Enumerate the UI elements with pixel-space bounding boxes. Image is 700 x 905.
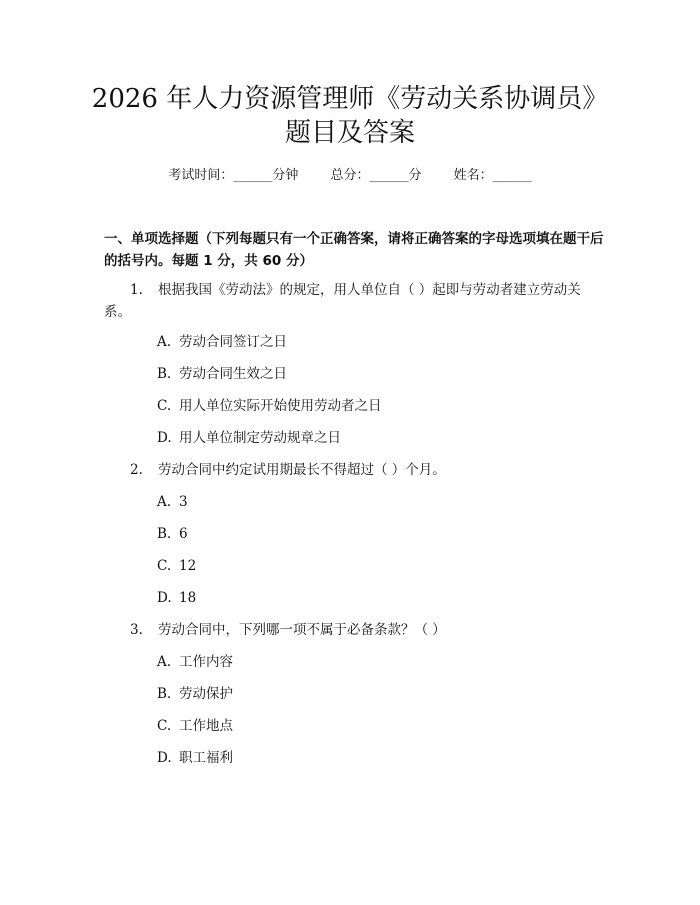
question-1-option-a xyxy=(157,332,287,352)
option-letter: D. xyxy=(157,750,172,766)
exam-time-field: 考试时间：______分钟 xyxy=(168,168,299,183)
question-3-option-c xyxy=(157,716,233,736)
question-1 xyxy=(104,279,594,323)
option-text: 18 xyxy=(179,590,197,606)
question-1-option-b xyxy=(157,364,287,384)
option-letter: C. xyxy=(157,718,172,734)
option-text: 职工福利 xyxy=(179,750,233,766)
question-2-option-c xyxy=(157,556,196,576)
option-letter: A. xyxy=(157,334,172,350)
option-text: 劳动合同签订之日 xyxy=(179,334,287,350)
question-number: 2. xyxy=(130,462,143,478)
option-text: 6 xyxy=(179,526,188,542)
option-text: 工作地点 xyxy=(179,718,233,734)
option-letter: B. xyxy=(157,526,172,542)
document-title-line-2: 题目及答案 xyxy=(284,118,415,148)
question-2 xyxy=(104,459,594,481)
option-letter: A. xyxy=(157,494,172,510)
name-field: 姓名：______ xyxy=(453,168,532,183)
option-letter: D. xyxy=(157,430,172,446)
question-2-option-a xyxy=(157,492,188,512)
question-text: 根据我国《劳动法》的规定，用人单位自（ ）起即与劳动者建立劳动关系。 xyxy=(104,282,581,320)
question-3-option-b xyxy=(157,684,233,704)
option-text: 劳动合同生效之日 xyxy=(179,366,287,382)
option-text: 用人单位制定劳动规章之日 xyxy=(179,430,341,446)
question-number: 3. xyxy=(130,622,143,638)
question-1-option-c xyxy=(157,396,382,416)
option-text: 12 xyxy=(179,558,197,574)
question-2-option-d xyxy=(157,588,196,608)
section-heading: 一、单项选择题（下列每题只有一个正确答案，请将正确答案的字母选项填在题干后的括号内。每题 1 分，共 60 分） xyxy=(104,231,604,269)
option-letter: C. xyxy=(157,398,172,414)
question-3 xyxy=(104,619,594,641)
question-text: 劳动合同中，下列哪一项不属于必备条款？（ ） xyxy=(158,622,446,638)
total-score-field: 总分：______分 xyxy=(330,168,422,183)
exam-meta-row xyxy=(0,166,700,186)
option-text: 用人单位实际开始使用劳动者之日 xyxy=(179,398,382,414)
question-number: 1. xyxy=(130,282,143,298)
option-text: 劳动保护 xyxy=(179,686,233,702)
option-text: 3 xyxy=(179,494,188,510)
option-letter: C. xyxy=(157,558,172,574)
option-letter: D. xyxy=(157,590,172,606)
option-letter: A. xyxy=(157,654,172,670)
question-text: 劳动合同中约定试用期最长不得超过（ ）个月。 xyxy=(158,462,446,478)
option-text: 工作内容 xyxy=(179,654,233,670)
option-letter: B. xyxy=(157,686,172,702)
question-3-option-a xyxy=(157,652,233,672)
option-letter: B. xyxy=(157,366,172,382)
question-2-option-b xyxy=(157,524,188,544)
question-3-option-d xyxy=(157,748,233,768)
document-title-line-1: 2026 年人力资源管理师《劳动关系协调员》 xyxy=(91,84,609,114)
question-1-option-d xyxy=(157,428,341,448)
